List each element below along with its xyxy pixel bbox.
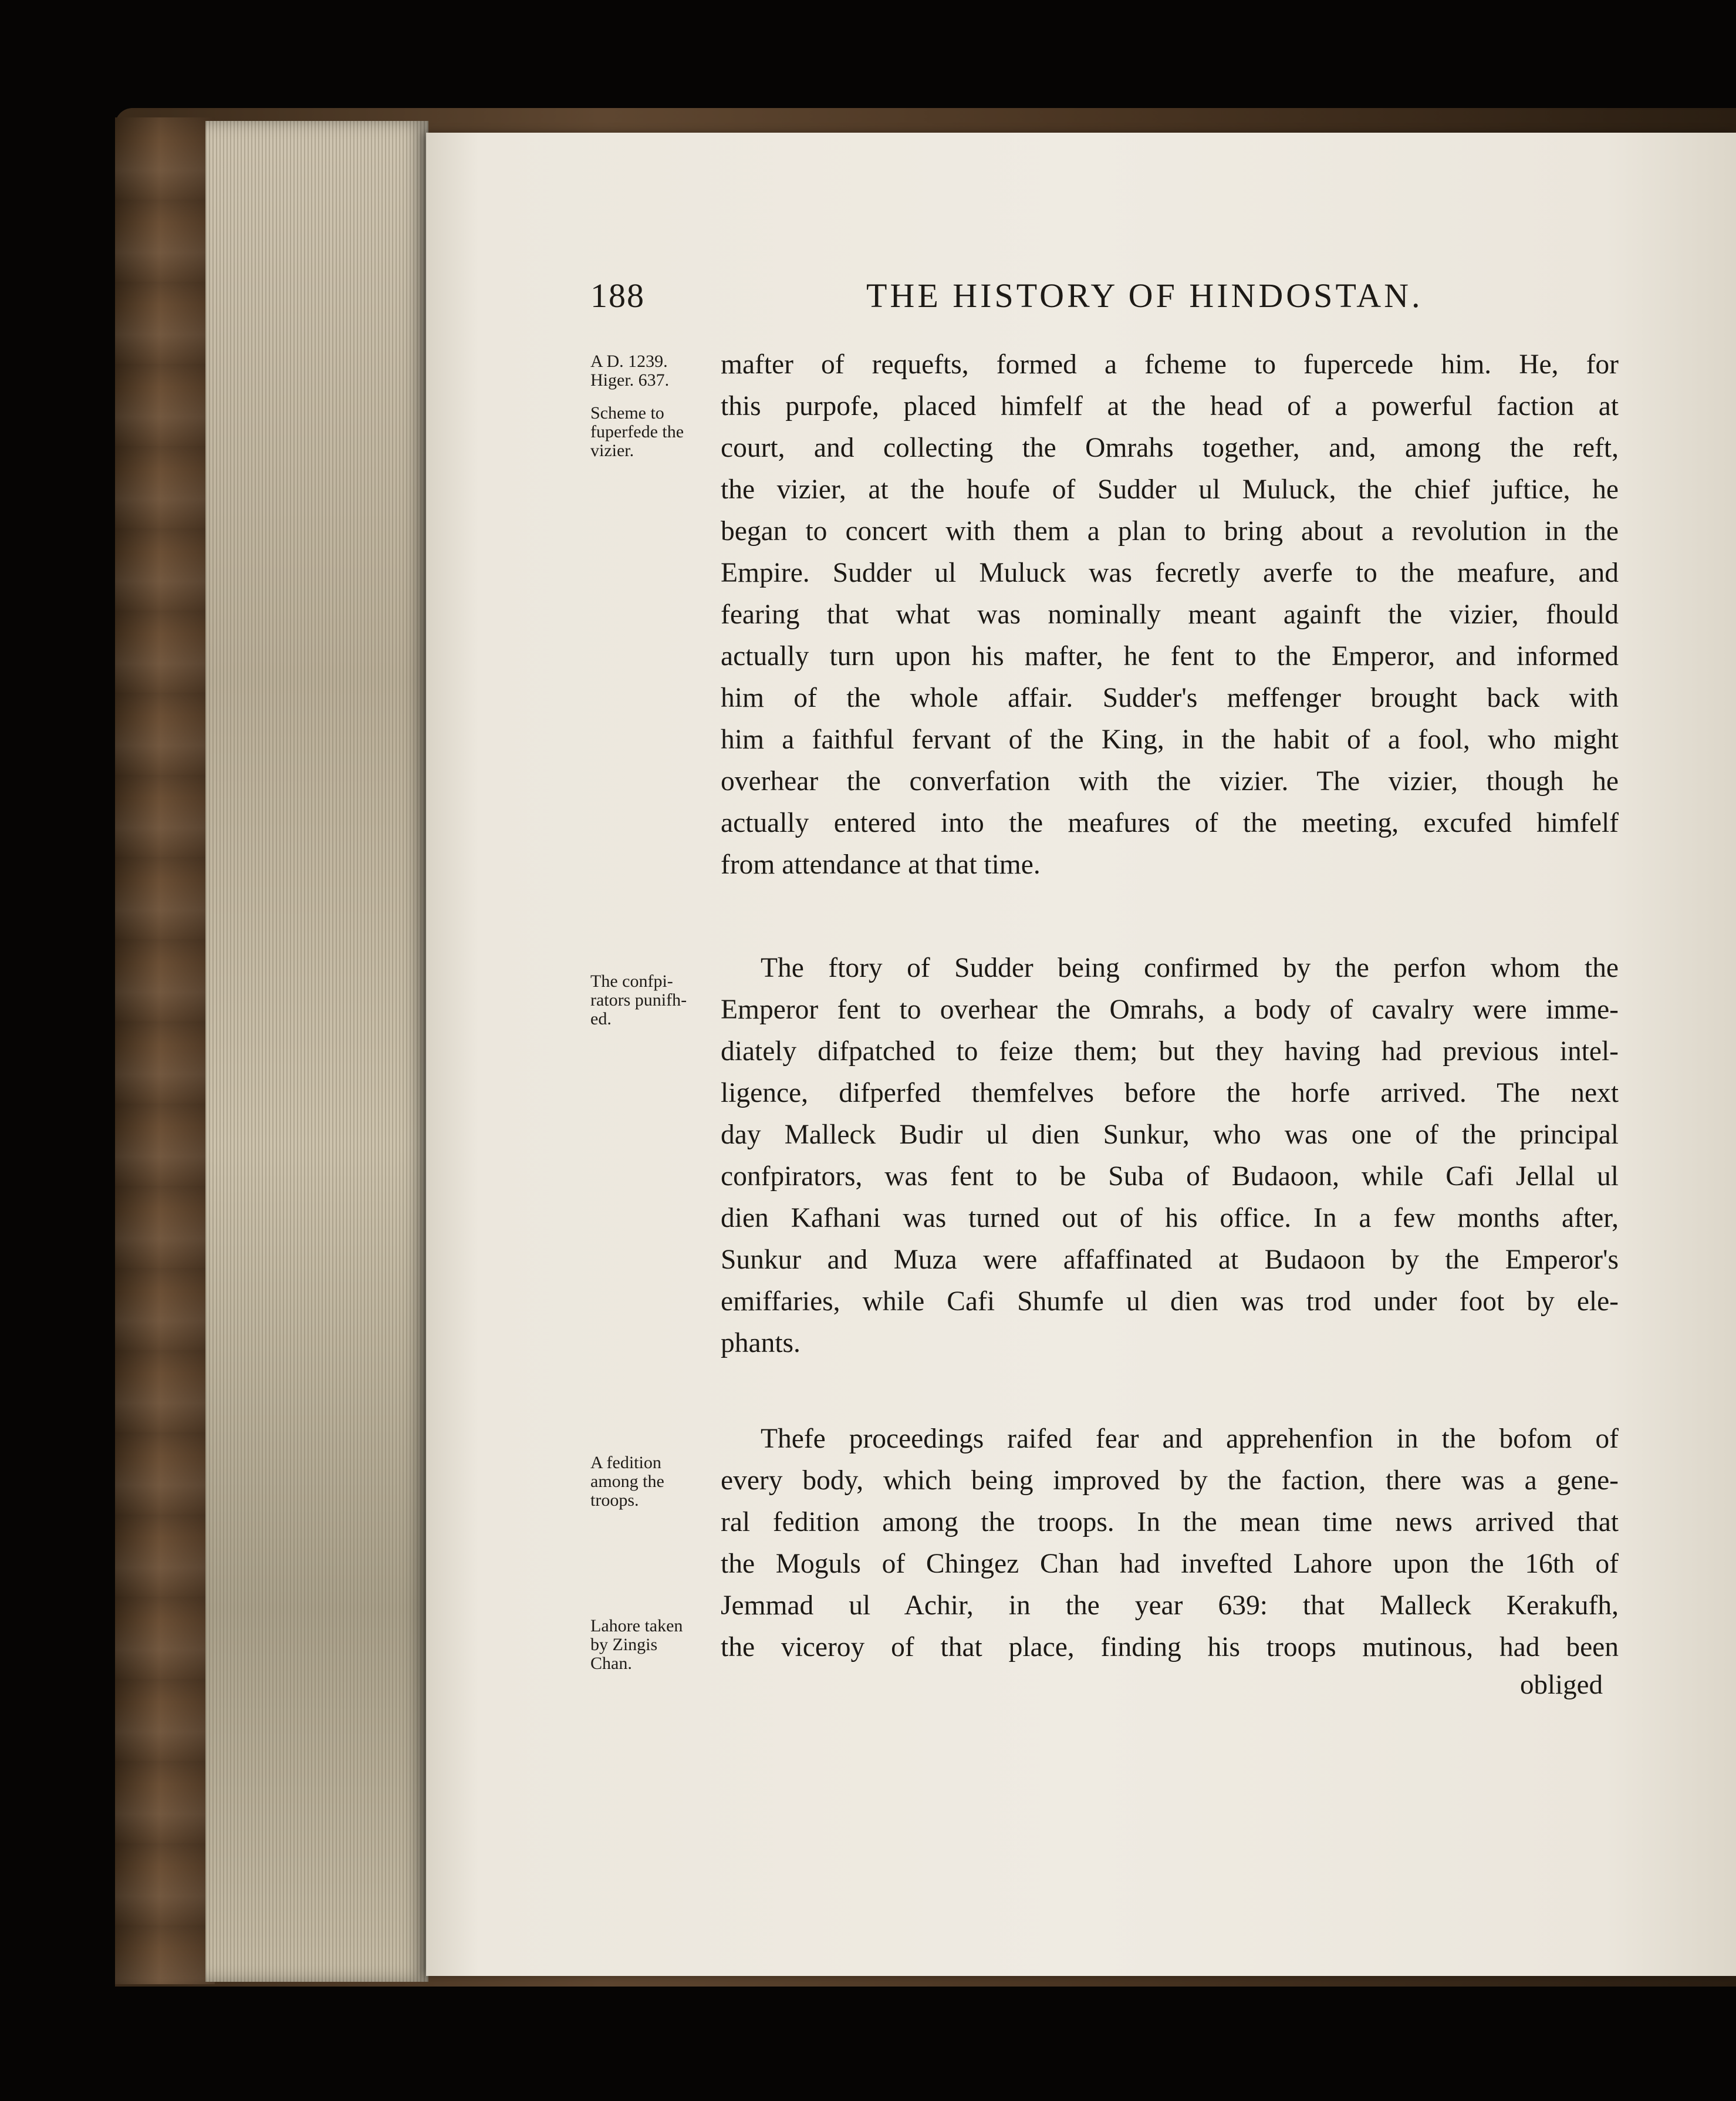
text-line: Emperor fent to overhear the Omrahs, a body of cavalry were imme- bbox=[721, 994, 1619, 1025]
margin-note-line: fuperfede the bbox=[590, 422, 684, 441]
paragraph-2 bbox=[721, 947, 1619, 1364]
text-line: day Malleck Budir ul dien Sunkur, who was one of the principal bbox=[721, 1119, 1619, 1150]
text-line: the Moguls of Chingez Chan had invefted Lahore upon the 16th of bbox=[721, 1549, 1619, 1579]
text-line: court, and collecting the Omrahs together, and, among the reft, bbox=[721, 433, 1619, 463]
margin-note-line: rators punifh- bbox=[590, 990, 687, 1010]
margin-note-line: by Zingis bbox=[590, 1635, 658, 1654]
text-line: the viceroy of that place, finding his troops mutinous, had been bbox=[721, 1632, 1619, 1662]
margin-note-line: A D. 1239. bbox=[590, 352, 668, 371]
text-line: Sunkur and Muza were affaffinated at Budaoon by the Emperor's bbox=[721, 1245, 1619, 1275]
text-line: from attendance at that time. bbox=[721, 849, 1041, 880]
margin-note-line: among the bbox=[590, 1472, 664, 1491]
margin-note-date bbox=[590, 352, 729, 390]
text-line: ral fedition among the troops. In the mean time news arrived that bbox=[721, 1507, 1619, 1537]
running-title: THE HISTORY OF HINDOSTAN. bbox=[866, 276, 1423, 315]
text-line: began to concert with them a plan to bring about a revolution in the bbox=[721, 516, 1619, 547]
text-line: actually turn upon his mafter, he fent to the Emperor, and informed bbox=[721, 641, 1619, 672]
text-line: every body, which being improved by the faction, there was a gene- bbox=[721, 1465, 1619, 1496]
margin-note-lahore bbox=[590, 1617, 729, 1673]
text-line: the vizier, at the houfe of Sudder ul Muluck, the chief juftice, he bbox=[721, 474, 1619, 505]
text-line: him a faithful fervant of the King, in the habit of a fool, who might bbox=[721, 724, 1619, 755]
text-line: fearing that what was nominally meant againft the vizier, fhould bbox=[721, 599, 1619, 630]
text-line: him of the whole affair. Sudder's meffenger brought back with bbox=[721, 683, 1619, 713]
text-line: emiffaries, while Cafi Shumfe ul dien was trod under foot by ele- bbox=[721, 1286, 1619, 1317]
text-line: actually entered into the meafures of the meeting, excufed himfelf bbox=[721, 808, 1619, 838]
margin-note-line: troops. bbox=[590, 1490, 639, 1510]
text-line: diately difpatched to feize them; but they having had previous intel- bbox=[721, 1036, 1619, 1067]
margin-note-line: Higer. 637. bbox=[590, 370, 670, 390]
page-header bbox=[590, 276, 1465, 323]
text-line: Thefe proceedings raifed fear and apprehenfion in the bofom of bbox=[761, 1424, 1619, 1454]
margin-note-conspirators bbox=[590, 972, 729, 1028]
margin-note-line: ed. bbox=[590, 1009, 612, 1028]
margin-note-line: Scheme to bbox=[590, 403, 664, 423]
margin-note-line: Chan. bbox=[590, 1654, 632, 1673]
paragraph-3 bbox=[721, 1418, 1619, 1668]
margin-note-line: Lahore taken bbox=[590, 1616, 683, 1635]
text-line: overhear the converfation with the vizier. The vizier, though he bbox=[721, 766, 1619, 797]
text-line: mafter of requefts, formed a fcheme to fupercede him. He, for bbox=[721, 349, 1619, 380]
text-line: The ftory of Sudder being confirmed by the perfon whom the bbox=[761, 953, 1619, 983]
text-line: ligence, difperfed themfelves before the horfe arrived. The next bbox=[721, 1078, 1619, 1108]
page-number: 188 bbox=[590, 276, 645, 315]
paragraph-1 bbox=[721, 344, 1619, 886]
margin-note-sedition bbox=[590, 1453, 729, 1510]
margin-note-scheme bbox=[590, 404, 729, 460]
text-line: Empire. Sudder ul Muluck was fecretly averfe to the meafure, and bbox=[721, 558, 1619, 588]
text-line: phants. bbox=[721, 1328, 801, 1358]
text-line: Jemmad ul Achir, in the year 639: that Malleck Kerakufh, bbox=[721, 1590, 1619, 1621]
catchword: obliged bbox=[1520, 1670, 1603, 1700]
page-edges bbox=[205, 121, 428, 1982]
text-line: dien Kafhani was turned out of his office. In a few months after, bbox=[721, 1203, 1619, 1233]
margin-note-line: A fedition bbox=[590, 1453, 661, 1472]
text-line: this purpofe, placed himfelf at the head of a powerful faction at bbox=[721, 391, 1619, 421]
book-spine bbox=[115, 117, 215, 1984]
text-line: confpirators, was fent to be Suba of Budaoon, while Cafi Jellal ul bbox=[721, 1161, 1619, 1192]
margin-note-line: vizier. bbox=[590, 441, 634, 460]
margin-note-line: The confpi- bbox=[590, 972, 673, 991]
